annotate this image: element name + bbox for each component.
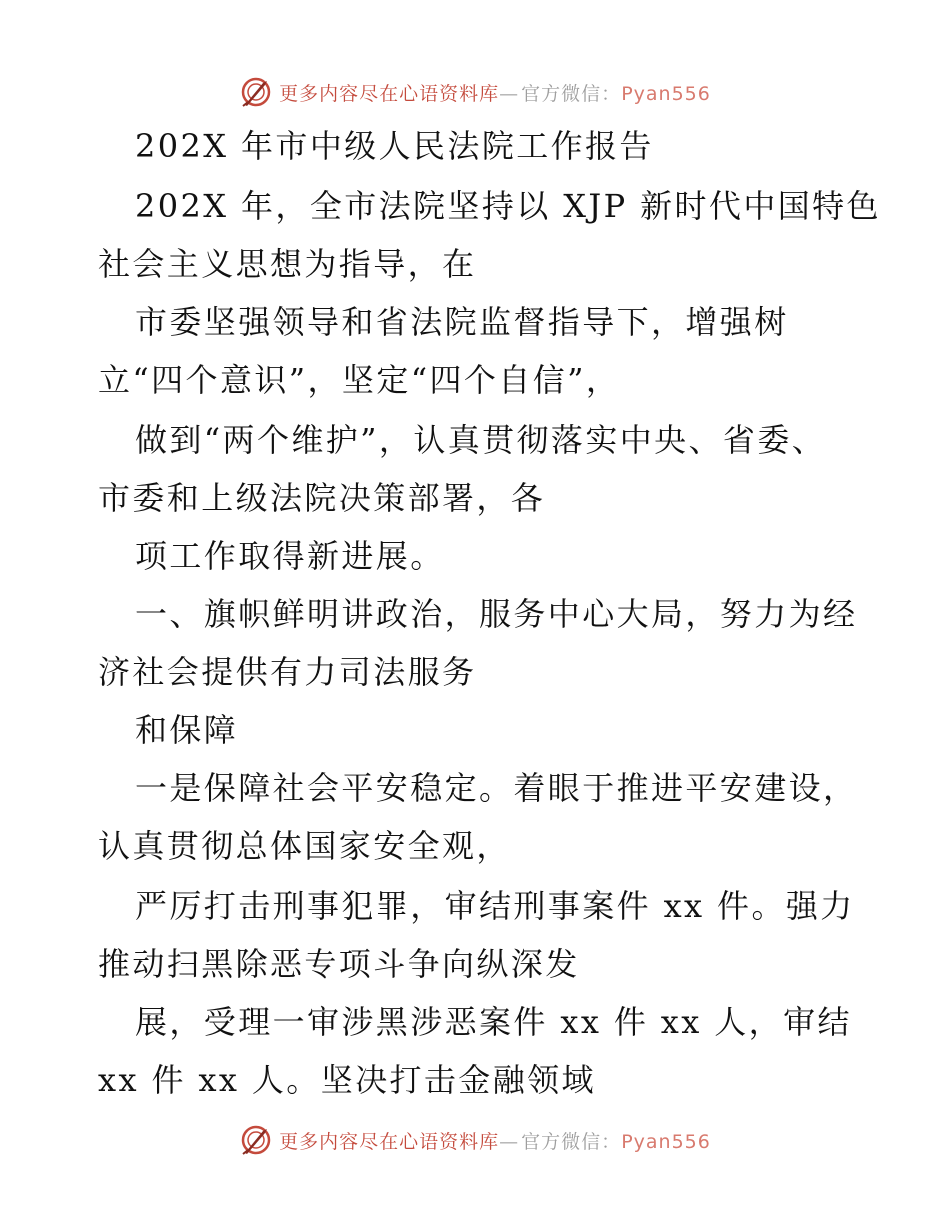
section-heading: 济社会提供有力司法服务 [98, 653, 477, 691]
paragraph-line: 市委和上级法院决策部署，各 [98, 479, 546, 517]
paragraph-line: 市委坚强领导和省法院监督指导下，增强树 [135, 303, 789, 341]
paragraph-line: 项工作取得新进展。 [135, 537, 445, 575]
paragraph-line: xx 件 xx 人。坚决打击金融领域 [98, 1061, 596, 1099]
banner-wechat-id: Pyan556 [621, 1130, 711, 1153]
banner-text [279, 79, 711, 106]
quill-logo-icon [239, 75, 273, 109]
quill-logo-icon [239, 1123, 273, 1157]
banner-wechat-label: 官方微信： [521, 1130, 622, 1153]
banner-brand-text: 更多内容尽在心语资料库 [279, 1130, 500, 1153]
paragraph-line: 展，受理一审涉黑涉恶案件 xx 件 xx 人，审结 [135, 1003, 852, 1041]
paragraph-line: 202X 年，全市法院坚持以 XJP 新时代中国特色 [135, 187, 881, 225]
paragraph-line: 一是保障社会平安稳定。着眼于推进平安建设， [135, 769, 858, 807]
header-watermark-banner [0, 70, 950, 114]
paragraph-line: 严厉打击刑事犯罪，审结刑事案件 xx 件。强力 [135, 887, 855, 925]
paragraph-line: 社会主义思想为指导，在 [98, 245, 477, 283]
paragraph-line: 做到“两个维护”，认真贯彻落实中央、省委、 [135, 421, 827, 459]
banner-wechat-label: 官方微信： [521, 82, 622, 105]
section-heading: 和保障 [135, 711, 239, 749]
banner-wechat-id: Pyan556 [621, 82, 711, 105]
paragraph-line: 认真贯彻总体国家安全观， [98, 827, 511, 865]
footer-watermark-banner [0, 1118, 950, 1162]
banner-brand-text: 更多内容尽在心语资料库 [279, 82, 500, 105]
section-heading: 一、旗帜鲜明讲政治，服务中心大局，努力为经 [135, 595, 858, 633]
document-title: 202X 年市中级人民法院工作报告 [135, 127, 654, 165]
banner-text [279, 1127, 711, 1154]
paragraph-line: 推动扫黑除恶专项斗争向纵深发 [98, 945, 580, 983]
banner-dash: — [499, 82, 520, 105]
banner-dash: — [499, 1130, 520, 1153]
paragraph-line: 立“四个意识”，坚定“四个自信”， [98, 361, 621, 399]
